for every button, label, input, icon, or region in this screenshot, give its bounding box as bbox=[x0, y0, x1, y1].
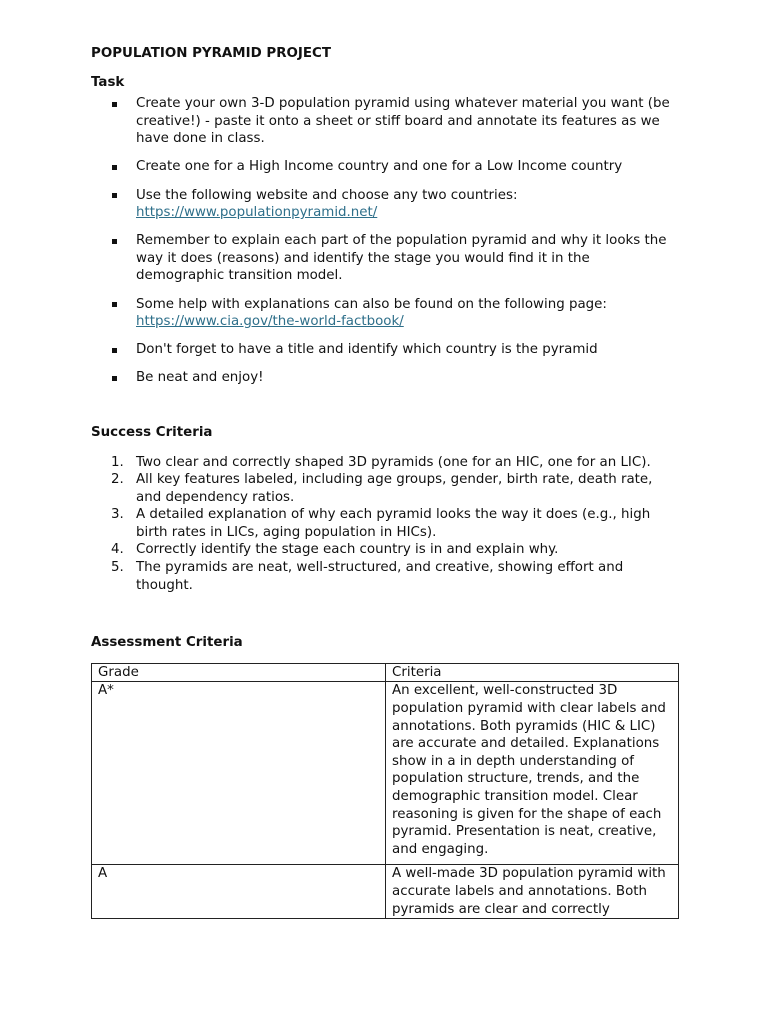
list-number: 2. bbox=[111, 472, 124, 488]
assessment-table bbox=[91, 663, 679, 919]
list-number: 5. bbox=[111, 560, 124, 576]
task-heading: Task bbox=[91, 74, 125, 90]
table-header-row bbox=[92, 663, 679, 682]
task-item-text: Remember to explain each part of the population pyramid and why it looks the way it does (reasons) and identify the stage you would find it in the demographic transition model. bbox=[136, 233, 667, 284]
task-item-2 bbox=[91, 158, 681, 176]
success-item-text: Correctly identify the stage each country is in and explain why. bbox=[136, 542, 559, 558]
success-item-text: A detailed explanation of why each pyramid looks the way it does (e.g., high birth rates in LICs, aging population in HICs). bbox=[136, 507, 651, 540]
document-body bbox=[91, 45, 681, 919]
task-item-1 bbox=[91, 95, 681, 148]
table-row bbox=[92, 865, 679, 919]
success-criteria-heading: Success Criteria bbox=[91, 424, 213, 440]
task-item-text: Be neat and enjoy! bbox=[136, 370, 264, 386]
column-header-criteria: Criteria bbox=[386, 663, 679, 682]
square-bullet-icon bbox=[112, 348, 117, 353]
task-item-5 bbox=[91, 296, 681, 331]
table-row bbox=[92, 682, 679, 865]
success-item-text: All key features labeled, including age groups, gender, birth rate, death rate, and dependency ratios. bbox=[136, 472, 653, 505]
success-item-4 bbox=[91, 541, 681, 559]
task-list bbox=[91, 95, 681, 387]
success-item-5 bbox=[91, 559, 681, 594]
square-bullet-icon bbox=[112, 102, 117, 107]
success-item-1 bbox=[91, 454, 681, 472]
list-number: 3. bbox=[111, 507, 124, 523]
task-item-text: Use the following website and choose any two countries: bbox=[136, 187, 518, 203]
square-bullet-icon bbox=[112, 165, 117, 170]
square-bullet-icon bbox=[112, 302, 117, 307]
criteria-cell: An excellent, well-constructed 3D population pyramid with clear labels and annotations. Both pyramids (HIC & LIC) are accurate and detailed. Explanations show in a in depth understanding of population structure, trends, and the demographic transition model. Clear reasoning is given for the shape of each pyramid. Presentation is neat, creative, and engaging. bbox=[386, 682, 679, 865]
square-bullet-icon bbox=[112, 193, 117, 198]
success-item-text: The pyramids are neat, well-structured, and creative, showing effort and thought. bbox=[136, 560, 624, 593]
task-item-text: Some help with explanations can also be found on the following page: bbox=[136, 296, 607, 312]
assessment-criteria-heading: Assessment Criteria bbox=[91, 635, 243, 651]
task-item-7 bbox=[91, 369, 681, 387]
populationpyramid-link[interactable]: https://www.populationpyramid.net/ bbox=[136, 205, 378, 221]
grade-cell: A* bbox=[92, 682, 386, 865]
grade-cell: A bbox=[92, 865, 386, 919]
square-bullet-icon bbox=[112, 239, 117, 244]
task-item-3 bbox=[91, 187, 681, 222]
task-item-text: Don't forget to have a title and identify which country is the pyramid bbox=[136, 342, 598, 358]
document-title: POPULATION PYRAMID PROJECT bbox=[91, 46, 331, 61]
criteria-cell: A well-made 3D population pyramid with accurate labels and annotations. Both pyramids are clear and correctly bbox=[386, 865, 679, 919]
success-item-text: Two clear and correctly shaped 3D pyramids (one for an HIC, one for an LIC). bbox=[136, 454, 651, 470]
list-number: 1. bbox=[111, 454, 124, 470]
success-criteria-list bbox=[91, 454, 681, 595]
task-item-4 bbox=[91, 232, 681, 285]
task-item-6 bbox=[91, 341, 681, 359]
success-item-3 bbox=[91, 506, 681, 541]
square-bullet-icon bbox=[112, 376, 117, 381]
task-item-text: Create your own 3-D population pyramid using whatever material you want (be creative!) - paste it onto a sheet or stiff board and annotate its features as we have done in class. bbox=[136, 96, 670, 147]
list-number: 4. bbox=[111, 542, 124, 558]
cia-factbook-link[interactable]: https://www.cia.gov/the-world-factbook/ bbox=[136, 314, 404, 330]
column-header-grade: Grade bbox=[92, 663, 386, 682]
success-item-2 bbox=[91, 471, 681, 506]
task-item-text: Create one for a High Income country and one for a Low Income country bbox=[136, 159, 623, 175]
